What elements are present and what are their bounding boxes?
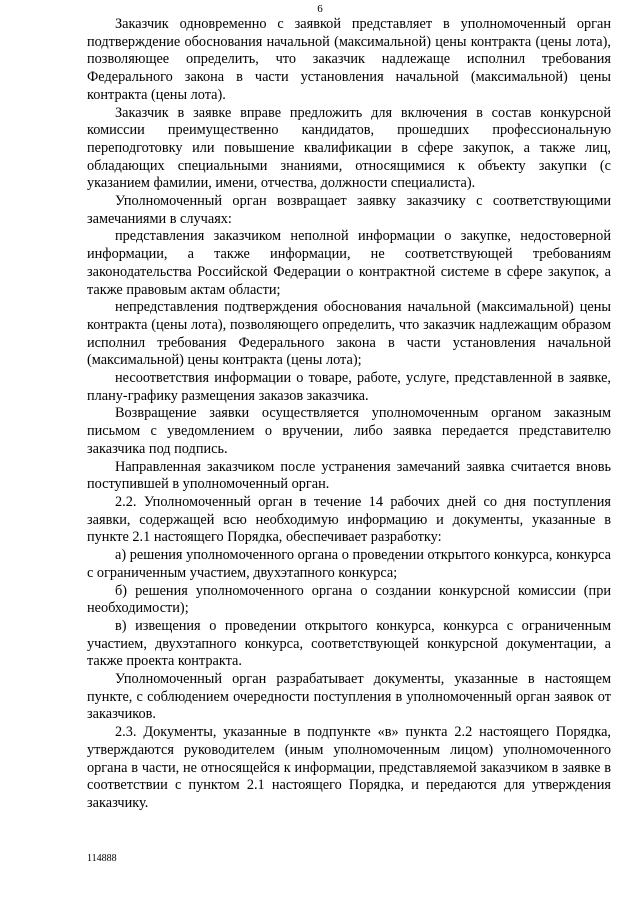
paragraph-no-price-justification: непредставления подтверждения обоснования начальной (максимальной) цены контракта (цены лота), позволяющего определить, что заказчик надлежащим образом исполнил требования Федерального закона в части установления начальной (максимальной) цены контракта (цены лота); (87, 299, 611, 369)
paragraph-2-3: 2.3. Документы, указанные в подпункте «в» пункта 2.2 настоящего Порядка, утверждаются руководителем (иным уполномоченным лицом) уполномоченного органа в части, не относящейся к информации, представляемой заказчиком в заявке в соответствии с пунктом 2.1 настоящего Порядка, и передаются для утверждения заказчику. (87, 724, 611, 811)
paragraph-request-confirmation: Заказчик одновременно с заявкой представляет в уполномоченный орган подтверждение обоснования начальной (максимальной) цены контракта (цены лота), позволяющее определить, что заказчик надлежаще исполнил требования Федерального закона в части установления начальной (максимальной) цены контракта (цены лота). (87, 16, 611, 103)
document-body (87, 16, 611, 813)
paragraph-commission-candidates: Заказчик в заявке вправе предложить для включения в состав конкурсной комиссии преимущественно кандидатов, прошедших профессиональную переподготовку или повышение квалификации в сфере закупок, а также лиц, обладающих специальными знаниями, относящимися к объекту закупки (с указанием фамилии, имени, отчества, должности специалиста). (87, 104, 611, 192)
paragraph-2-2: 2.2. Уполномоченный орган в течение 14 рабочих дней со дня поступления заявки, содержащей всю необходимую информацию и документы, указанные в пункте 2.1 настоящего Порядка, обеспечивает разработку: (87, 493, 611, 546)
paragraph-2-2-a: а) решения уполномоченного органа о проведении открытого конкурса, конкурса с ограниченным участием, двухэтапного конкурса; (87, 547, 611, 581)
paragraph-plan-mismatch: несоответствия информации о товаре, работе, услуге, представленной в заявке, плану-графику размещения заказов заказчика. (87, 370, 611, 404)
paragraph-return-cases: Уполномоченный орган возвращает заявку заказчику с соответствующими замечаниями в случаях: (87, 193, 611, 227)
paragraph-return-method: Возвращение заявки осуществляется уполномоченным органом заказным письмом с уведомлением о вручении, либо заявка передается представителю заказчика под подпись. (87, 405, 611, 457)
paragraph-incomplete-info: представления заказчиком неполной информации о закупке, недостоверной информации, а также информации, не соответствующей требованиям законодательства Российской Федерации о контрактной системе в сфере закупок, а также правовым актам области; (87, 228, 611, 298)
footer-code: 114888 (87, 853, 117, 864)
paragraph-order-of-development: Уполномоченный орган разрабатывает документы, указанные в настоящем пункте, с соблюдением очередности поступления в уполномоченный орган заявок от заказчиков. (87, 671, 611, 723)
paragraph-2-2-b: б) решения уполномоченного органа о создании конкурсной комиссии (при необходимости); (87, 582, 611, 617)
paragraph-2-2-v: в) извещения о проведении открытого конкурса, конкурса с ограниченным участием, двухэтапного конкурса, соответствующей конкурсной документации, а также проекта контракта. (87, 617, 611, 670)
page-number: 6 (317, 3, 323, 15)
paragraph-resubmitted: Направленная заказчиком после устранения замечаний заявка считается вновь поступившей в уполномоченный орган. (87, 458, 611, 493)
